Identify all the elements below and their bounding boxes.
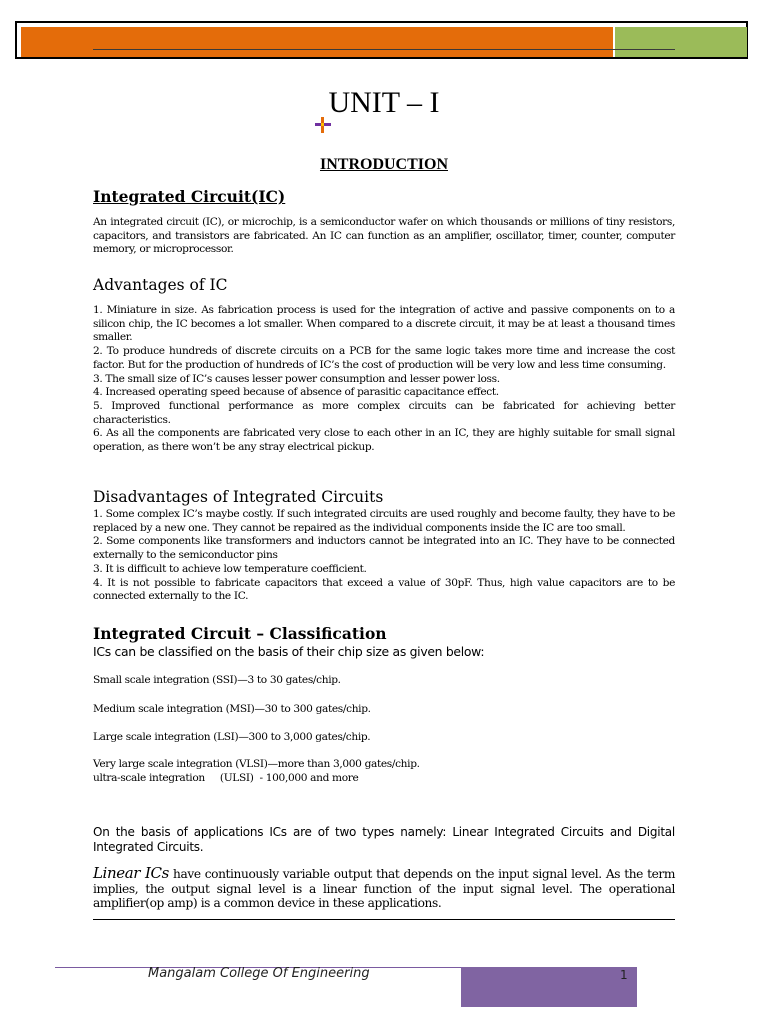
ssi-line — [93, 674, 675, 688]
classification-intro: ICs can be classified on the basis of their chip size as given below: — [93, 644, 485, 659]
disadvantage-item: 2. Some components like transformers and inductors cannot be integrated into an IC. They have to be connected externally to the semiconductor pins — [93, 535, 675, 562]
ic-section — [93, 187, 675, 257]
vlsi-ulsi-lines — [93, 758, 675, 785]
ic-heading: Integrated Circuit(IC) — [93, 187, 286, 206]
applications-paragraph — [93, 825, 675, 854]
linear-ic-paragraph — [93, 866, 675, 911]
advantage-item: 5. Improved functional performance as more complex circuits can be fabricated for achieving better characteristics. — [93, 399, 675, 426]
linear-ic-body: have continuously variable output that depends on the input signal level. As the term implies, the output signal level is a linear function of the input signal level. The operational amplifier(op amp) is a common device in these applications. — [93, 867, 675, 910]
classification-heading: Integrated Circuit – Classification — [93, 624, 387, 643]
linear-ic-term: Linear ICs — [93, 864, 169, 882]
classification-section — [93, 624, 675, 659]
msi-text: Medium scale integration (MSI)—30 to 300 gates/chip. — [93, 703, 371, 715]
header-rule — [93, 49, 675, 50]
header-green-band — [615, 27, 747, 57]
advantage-item: 3. The small size of IC’s causes lesser power consumption and lesser power loss. — [93, 372, 500, 385]
msi-line — [93, 703, 675, 717]
linear-ic-text — [93, 866, 675, 911]
disadvantage-item: 4. It is not possible to fabricate capacitors that exceed a value of 30pF. Thus, high value capacitors are to be connected externally to the IC. — [93, 576, 675, 603]
ulsi-text: ultra-scale integration (ULSI) - 100,000 and more — [93, 771, 359, 784]
disadvantages-heading: Disadvantages of Integrated Circuits — [93, 488, 384, 506]
footer-purple-band — [461, 967, 637, 1007]
advantages-section — [93, 275, 675, 455]
header-orange-band — [21, 27, 613, 57]
intro-heading: INTRODUCTION — [319, 156, 448, 173]
applications-text: On the basis of applications ICs are of two types namely: Linear Integrated Circuits and Digital Integrated Circuits. — [93, 825, 675, 854]
advantage-item: 1. Miniature in size. As fabrication process is used for the integration of active and passive components on to a silicon chip, the IC becomes a lot smaller. When compared to a discrete circuit, it may be at least a thousand times smaller. — [93, 304, 675, 344]
lsi-line — [93, 731, 675, 745]
disadvantages-section — [93, 487, 675, 604]
lsi-text: Large scale integration (LSI)—300 to 3,000 gates/chip. — [93, 731, 371, 743]
advantage-item: 2. To produce hundreds of discrete circuits on a PCB for the same logic takes more time and increase the cost factor. But for the production of hundreds of IC’s the cost of production will be very low and less time consuming. — [93, 345, 675, 371]
disadvantage-item: 3. It is difficult to achieve low temperature coefficient. — [93, 562, 367, 575]
vlsi-text: Very large scale integration (VLSI)—more than 3,000 gates/chip. — [93, 758, 420, 770]
disadvantage-item: 1. Some complex IC’s maybe costly. If such integrated circuits are used roughly and become faulty, they have to be replaced by a new one. They cannot be repaired as the individual components inside the IC are too small. — [93, 508, 675, 534]
advantage-item: 6. As all the components are fabricated very close to each other in an IC, they are highly suitable for small signal operation, as there won’t be any stray electrical pickup. — [93, 427, 675, 454]
unit-title: UNIT – I — [328, 86, 440, 119]
ic-body: An integrated circuit (IC), or microchip, is a semiconductor wafer on which thousands or millions of tiny resistors, capacitors, and transistors are fabricated. An IC can function as an amplifier, oscillator, timer, counter, computer memory, or microprocessor. — [93, 216, 675, 256]
advantage-item: 4. Increased operating speed because of absence of parasitic capacitance effect. — [93, 386, 499, 399]
sparkle-bullet-icon — [314, 116, 332, 134]
advantages-heading: Advantages of IC — [93, 276, 228, 294]
page-number: 1 — [620, 968, 628, 982]
ssi-text: Small scale integration (SSI)—3 to 30 gates/chip. — [93, 674, 341, 686]
footer-college-name: Mangalam College Of Engineering — [148, 966, 370, 981]
content-bottom-rule — [93, 919, 675, 920]
